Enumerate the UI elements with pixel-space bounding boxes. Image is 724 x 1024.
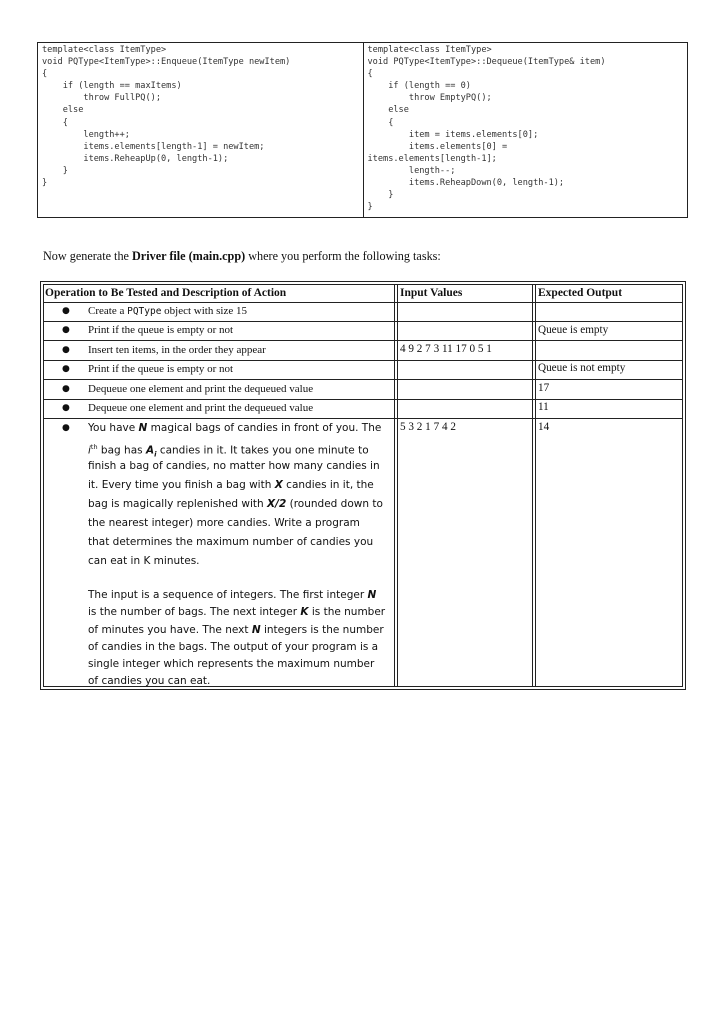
candy-output: 14	[538, 421, 550, 433]
code-line: length--;	[367, 165, 456, 176]
code-line: }	[367, 202, 373, 213]
row-op-suffix: object with size 15	[161, 305, 247, 317]
header-output: Expected Output	[538, 287, 623, 299]
code-line: if (length == maxItems)	[42, 81, 182, 92]
code-line: }	[42, 178, 48, 189]
code-line: }	[42, 165, 68, 176]
row-output: 11	[538, 401, 549, 413]
code-line: if (length == 0)	[367, 81, 471, 92]
code-line: items.elements[length-1] = newItem;	[42, 141, 265, 152]
code-line: void PQType<ItemType>::Dequeue(ItemType& item)	[367, 57, 606, 68]
test-table-grid: Operation to Be Tested and Description of Action Input Values Expected Output ● Create a PQType object with size 15 ● Print if the queue is empty or not Queue is empty ● Insert ten items, in the order they appear 4 9 2 7 3 11 17 0 5 1 ● Print if the queue is empty or not Queue is not empty ● Dequeue one element and print the dequeued value 17 ● Dequeue one element and print the dequeued value 11 ● You have N magical bags of candies in front of you. The $i^{th}$ bag has $A_i$ candies in it. It takes you one minute to finish a bag of candies, no matter how many candies in it. Every time you finish a bag with X candies in it, the bag is magically replenished with X/2 (rounded down to the nearest integer) more candies. Write a program that determines the maximum number of candies you can eat in K minutes. The input is a sequence of integers. The first integer N is the number of bags. The next integer K is the number of minutes you have. The next N integers is the number of candies in the bags. The output of your program is a single integer which represents the maximum number of candies you can eat. 5 3 2 1 7 4 2 14	[43, 284, 683, 687]
intro-suffix: where you perform the following tasks:	[245, 249, 441, 263]
code-line: item = items.elements[0];	[367, 129, 539, 140]
code-line: void PQType<ItemType>::Enqueue(ItemType newItem)	[42, 57, 291, 68]
intro-bold: Driver file (main.cpp)	[132, 249, 246, 263]
header-input: Input Values	[400, 287, 463, 299]
intro-text	[43, 249, 441, 264]
code-line: {	[367, 117, 394, 128]
code-line: length++;	[42, 129, 130, 140]
row-op: Dequeue one element and print the dequeued value	[88, 383, 314, 395]
test-table	[40, 281, 686, 690]
intro-prefix: Now generate the	[43, 249, 132, 263]
code-line: template<class ItemType>	[367, 45, 492, 55]
code-line: throw FullPQ();	[42, 93, 161, 104]
candy-input-spec: The input is a sequence of integers. The first integer N is the number of bags. The next integer K is the number of minutes you have. The next N integers is the number of candies in the bags. The output of your program is a single integer which represents the maximum number of candies you can eat.	[88, 589, 386, 688]
code-line: template<class ItemType>	[42, 45, 167, 55]
row-op: Dequeue one element and print the dequeued value	[88, 402, 314, 414]
code-line: items.elements[length-1];	[367, 153, 497, 164]
row-output: Queue is empty	[538, 324, 609, 336]
code-line: {	[42, 117, 68, 128]
header-operation: Operation to Be Tested and Description of Action	[45, 287, 287, 299]
code-line: else	[367, 105, 409, 116]
candy-input: 5 3 2 1 7 4 2	[400, 421, 456, 433]
dequeue-code	[363, 43, 688, 217]
code-line: items.elements[0] =	[367, 141, 508, 152]
row-output: 17	[538, 382, 550, 394]
row-op: Print if the queue is empty or not	[88, 324, 234, 336]
code-line: {	[367, 69, 373, 80]
code-line: items.ReheapDown(0, length-1);	[367, 178, 565, 189]
code-line: }	[367, 190, 394, 201]
code-line: else	[42, 105, 84, 116]
code-line: throw EmptyPQ();	[367, 93, 492, 104]
row-op: Insert ten items, in the order they appear	[88, 344, 266, 356]
row-output: Queue is not empty	[538, 362, 626, 374]
enqueue-code	[38, 43, 363, 217]
code-line: {	[42, 69, 48, 80]
row-op: Create a	[88, 305, 128, 317]
row-op: Print if the queue is empty or not	[88, 363, 234, 375]
code-listing	[37, 42, 688, 218]
row-input: 4 9 2 7 3 11 17 0 5 1	[400, 343, 492, 355]
code-line: items.ReheapUp(0, length-1);	[42, 153, 229, 164]
row-op-code: PQType	[127, 306, 162, 317]
candy-description: You have N magical bags of candies in front of you. The $i^{th}$ bag has $A_i$ candies in it. It takes you one minute to finish a bag of candies, no matter how many candies in it. Every time you finish a bag with X candies in it, the bag is magically replenished with X/2 (rounded down to the nearest integer) more candies. Write a program that determines the maximum number of candies you can eat in K minutes.	[88, 422, 383, 567]
